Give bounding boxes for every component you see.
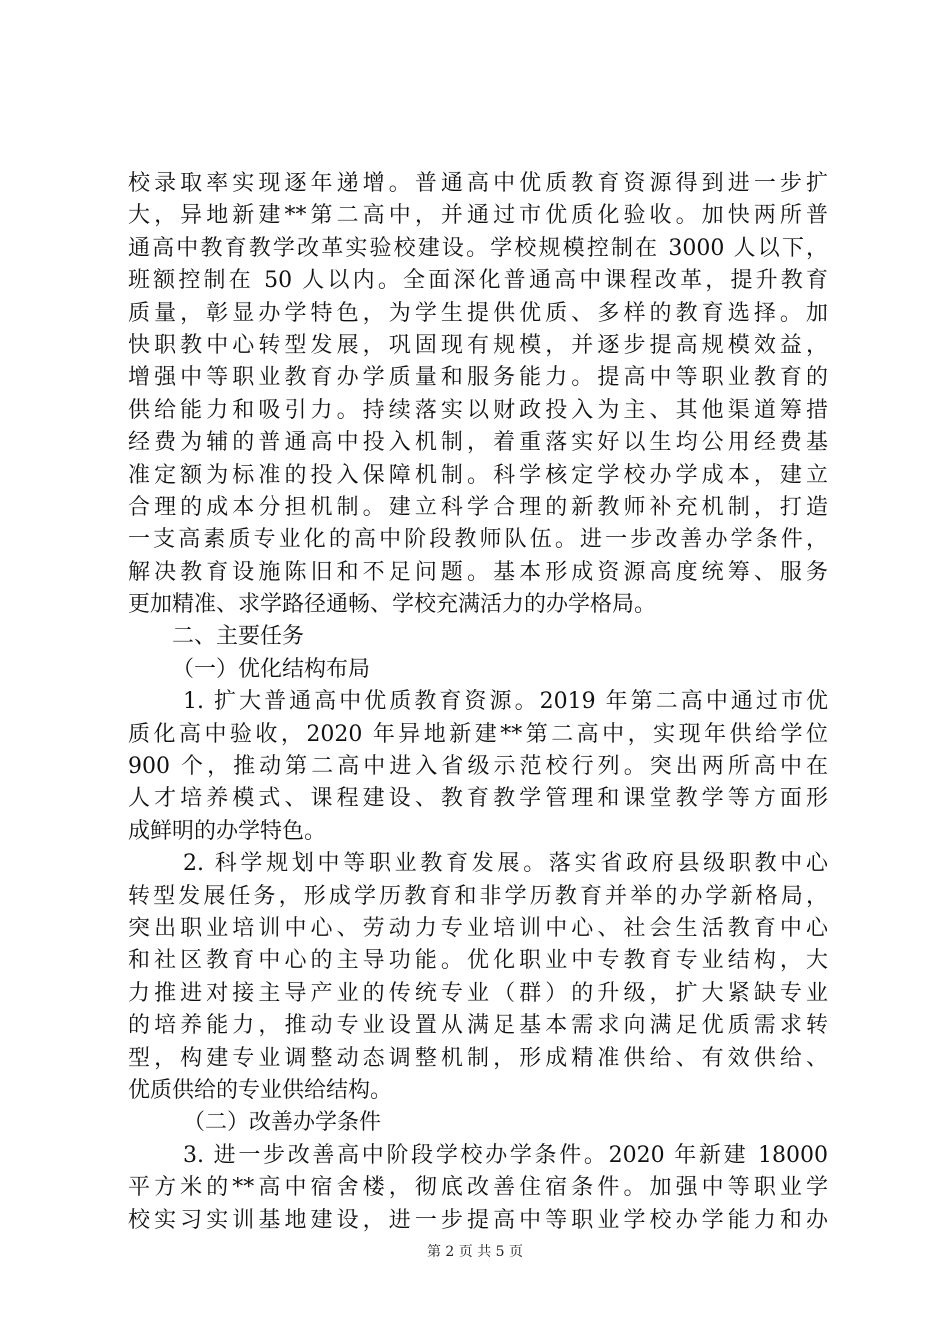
text-line: 的培养能力，推动专业设置从满足基本需求向满足优质需求转 [128,1013,828,1039]
section-heading: 二、主要任务 [172,624,305,650]
page-number-footer: 第 2 页 共 5 页 [426,1244,524,1260]
document-body [128,168,828,1237]
text-line: 经费为辅的普通高中投入机制，着重落实好以生均公用经费基 [128,430,828,456]
text-line: 合理的成本分担机制。建立科学合理的新教师补充机制，打造 [128,494,828,520]
subsection-heading: （一）优化结构布局 [172,656,371,682]
text-line: 力推进对接主导产业的传统专业（群）的升级，扩大紧缺专业 [128,980,828,1006]
text-line: 优质供给的专业供给结构。 [128,1077,393,1103]
text-line: 成鲜明的办学特色。 [128,818,327,844]
text-line: 快职教中心转型发展，巩固现有规模，并逐步提高规模效益， [128,332,828,358]
text-line: 质量，彰显办学特色，为学生提供优质、多样的教育选择。加 [128,300,828,326]
text-line: 2. 科学规划中等职业教育发展。落实省政府县级职教中心 [183,851,828,877]
text-line: 通高中教育教学改革实验校建设。学校规模控制在 3000 人以下， [128,235,828,261]
text-line: 转型发展任务，形成学历教育和非学历教育并举的办学新格局， [128,883,828,909]
text-line: 更加精准、求学路径通畅、学校充满活力的办学格局。 [128,592,657,618]
text-line: 900 个，推动第二高中进入省级示范校行列。突出两所高中在 [128,754,828,780]
text-line: 校录取率实现逐年递增。普通高中优质教育资源得到进一步扩 [128,171,828,196]
text-line: 增强中等职业教育办学质量和服务能力。提高中等职业教育的 [128,365,828,391]
text-line: 型，构建专业调整动态调整机制，形成精准供给、有效供给、 [128,1045,828,1071]
text-line: 3. 进一步改善高中阶段学校办学条件。2020 年新建 18000 [183,1142,828,1168]
text-line: 大，异地新建**第二高中，并通过市优质化验收。加快两所普 [128,203,828,229]
text-line: 解决教育设施陈旧和不足问题。基本形成资源高度统筹、服务 [128,559,828,585]
text-line: 1. 扩大普通高中优质教育资源。2019 年第二高中通过市优 [183,689,828,715]
text-line: 质化高中验收，2020 年异地新建**第二高中，实现年供给学位 [128,721,828,747]
text-line: 平方米的**高中宿舍楼，彻底改善住宿条件。加强中等职业学 [128,1175,828,1201]
text-line: 准定额为标准的投入保障机制。科学核定学校办学成本，建立 [128,462,828,488]
text-line: 一支高素质专业化的高中阶段教师队伍。进一步改善办学条件， [128,527,828,553]
text-line: 供给能力和吸引力。持续落实以财政投入为主、其他渠道筹措 [128,397,828,423]
text-line: 突出职业培训中心、劳动力专业培训中心、社会生活教育中心 [128,915,828,941]
text-line: 校实习实训基地建设，进一步提高中等职业学校办学能力和办 [128,1207,828,1233]
text-line: 班额控制在 50 人以内。全面深化普通高中课程改革，提升教育 [128,268,828,294]
text-line: 和社区教育中心的主导功能。优化职业中专教育专业结构，大 [128,948,828,974]
subsection-heading: （二）改善办学条件 [183,1110,382,1136]
text-line: 人才培养模式、课程建设、教育教学管理和课堂教学等方面形 [128,786,828,812]
